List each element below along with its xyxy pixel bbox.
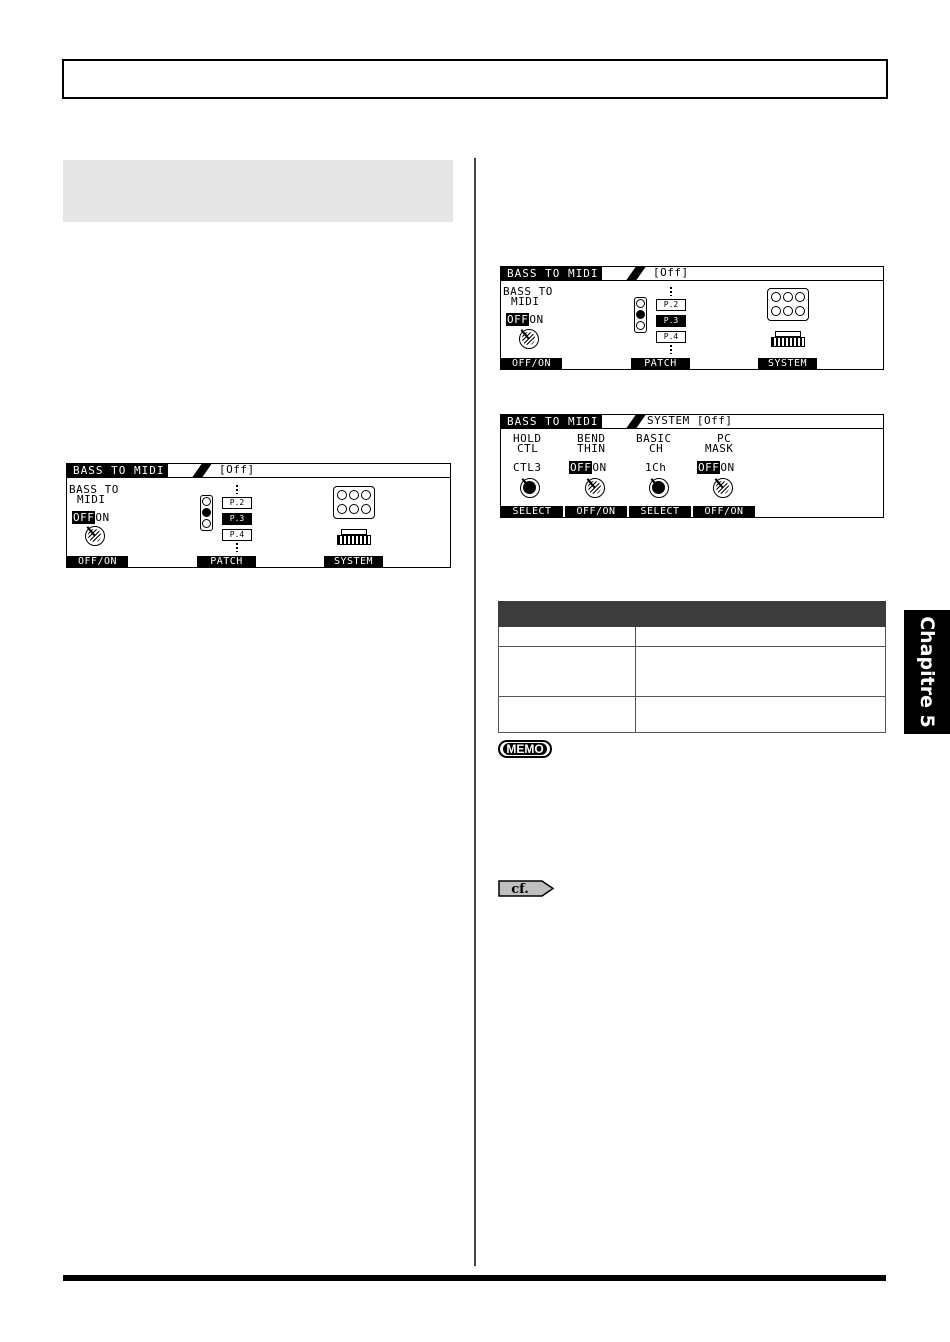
footer-off-on[interactable]: OFF/ON [501,358,562,369]
param-label-line1: BASS TO [69,483,119,496]
parameter-table [498,601,886,733]
chapter-tab[interactable] [904,610,950,734]
header-slash [626,267,645,280]
table-row [499,697,886,733]
cf-reference-icon [498,880,552,897]
off-on-knob-icon[interactable] [85,526,105,546]
footer-pc-mask-off-on[interactable]: OFF/ON [693,506,755,517]
patch-dots-top [236,485,238,494]
patch-dots-bottom [236,543,238,552]
lcd-header-title: BASS TO MIDI [501,267,602,280]
hold-ctl-value: CTL3 [513,461,542,474]
off-value: OFF [507,313,529,326]
patch-pedals-icon [200,495,213,531]
synth-keyboard-icon [771,331,805,347]
table-cell [499,647,636,697]
header-slash [192,464,211,477]
patch-pedals-icon [634,297,647,333]
off-value: OFF [73,511,95,524]
basic-ch-value: 1Ch [645,461,667,474]
pc-mask-label-2: MASK [705,442,734,455]
lcd-header [501,267,883,281]
table-row [499,627,886,647]
column-divider [474,158,476,1266]
lcd-header [67,464,450,478]
cf-label: cf. [511,882,529,897]
hold-ctl-knob-icon[interactable] [520,478,540,498]
patch-dots-top [670,287,672,296]
footer-bend-thin-off-on[interactable]: OFF/ON [565,506,627,517]
param-label-line2: MIDI [511,295,540,308]
system-pedalboard-icon [333,486,375,519]
section-heading-box [63,160,453,222]
basic-ch-label-1: BASIC [636,432,672,445]
table-cell [636,697,886,733]
pc-mask-on: ON [720,461,735,474]
lcd-header-value: [Off] [219,463,255,476]
memo-icon [498,740,552,758]
lcd-screen-bass-to-midi-system [500,414,884,518]
footer-hold-ctl-select[interactable]: SELECT [501,506,563,517]
on-value: ON [95,511,110,524]
hold-ctl-label-1: HOLD [513,432,542,445]
patch-box-prev: P.2 [222,497,252,509]
table-cell [636,647,886,697]
patch-box-next: P.4 [222,529,252,541]
lcd-header-value: [Off] [653,266,689,279]
memo-label: MEMO [503,743,546,755]
footer-system[interactable]: SYSTEM [758,358,817,369]
patch-box-next: P.4 [656,331,686,343]
table-cell [499,627,636,647]
lcd-screen-bass-to-midi-left [66,463,451,568]
pc-mask-off: OFF [698,461,720,474]
bend-thin-label-1: BEND [577,432,606,445]
synth-keyboard-icon [337,529,371,545]
basic-ch-knob-icon[interactable] [649,478,669,498]
patch-dots-bottom [670,345,672,354]
header-slash [626,415,645,428]
lcd-header-title: BASS TO MIDI [67,464,168,477]
chapter-title-bar [62,59,888,99]
table-cell [499,697,636,733]
bend-thin-knob-icon[interactable] [585,478,605,498]
footer-system[interactable]: SYSTEM [324,556,383,567]
pc-mask-label-1: PC [717,432,732,445]
footer-basic-ch-select[interactable]: SELECT [629,506,691,517]
patch-box-prev: P.2 [656,299,686,311]
chapter-tab-label: Chapitre 5 [916,616,938,728]
table-header-cell [499,602,636,627]
lcd-header [501,415,883,429]
patch-box-current: P.3 [656,315,686,327]
bottom-rule [63,1275,886,1281]
footer-off-on[interactable]: OFF/ON [67,556,128,567]
basic-ch-label-2: CH [649,442,664,455]
param-label-line2: MIDI [77,493,106,506]
pc-mask-knob-icon[interactable] [713,478,733,498]
footer-patch[interactable]: PATCH [197,556,256,567]
table-header-cell [636,602,886,627]
lcd-header-value: SYSTEM [Off] [647,414,733,427]
lcd-header-title: BASS TO MIDI [501,415,602,428]
lcd-screen-bass-to-midi-right [500,266,884,370]
off-on-knob-icon[interactable] [519,329,539,349]
on-value: ON [529,313,544,326]
bend-thin-off: OFF [570,461,592,474]
param-label-line1: BASS TO [503,285,553,298]
system-pedalboard-icon [767,288,809,321]
table-row [499,647,886,697]
footer-patch[interactable]: PATCH [631,358,690,369]
bend-thin-on: ON [592,461,607,474]
patch-box-current: P.3 [222,513,252,525]
table-header-row [499,602,886,627]
hold-ctl-label-2: CTL [517,442,539,455]
table-cell [636,627,886,647]
bend-thin-label-2: THIN [577,442,606,455]
